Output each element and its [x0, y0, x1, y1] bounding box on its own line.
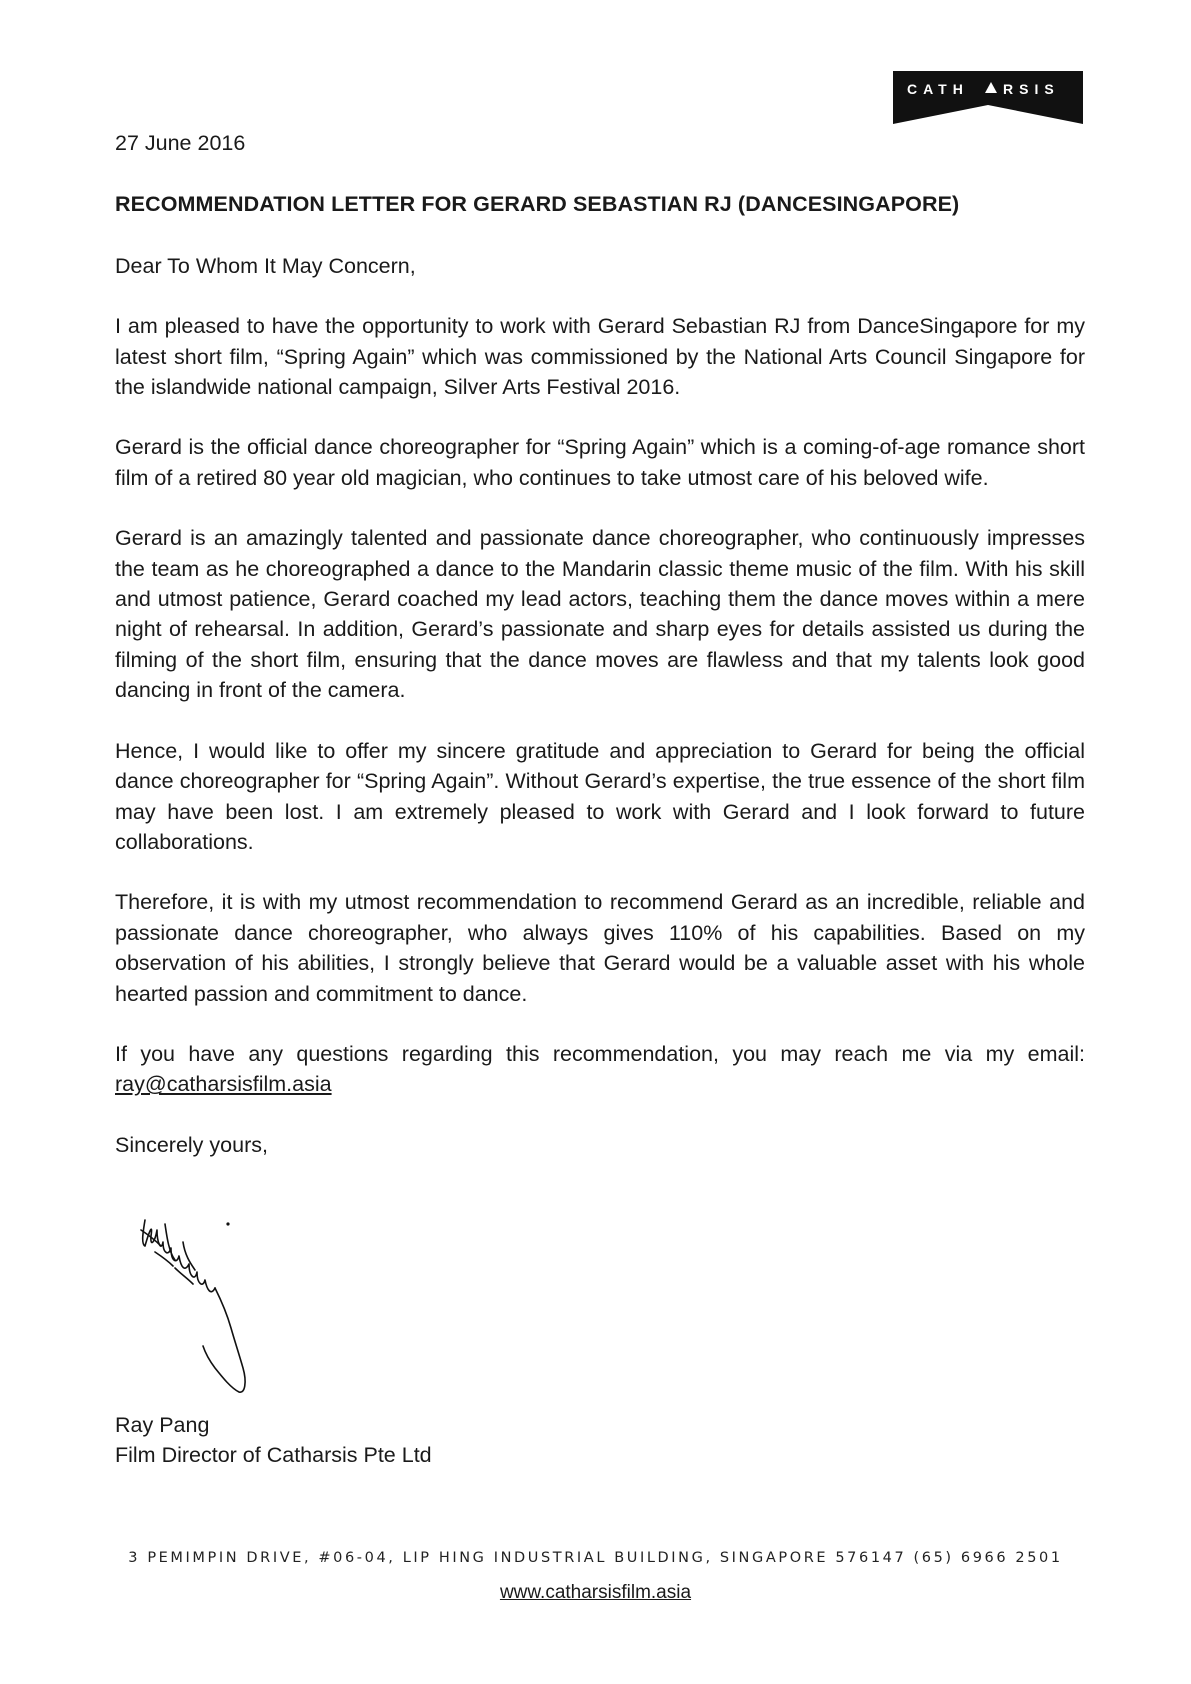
paragraph: Therefore, it is with my utmost recommendation to recommend Gerard as an incredible, reliable and passionate dance choreographer, who always gives 110% of his capabilities. Based on my observation of his abilities, I strongly believe that Gerard would be a valuable asset with his whole hearted passion and commitment to dance. — [115, 890, 1085, 1006]
logo-text-left: CATH — [907, 81, 969, 97]
handwritten-signature — [135, 1212, 275, 1402]
signer-block — [115, 1410, 432, 1471]
letter-date: 27 June 2016 — [115, 131, 246, 155]
email-link[interactable]: ray@catharsisfilm.asia — [115, 1072, 332, 1097]
contact-paragraph — [115, 1039, 1085, 1100]
logo-banner — [893, 71, 1083, 124]
salutation: Dear To Whom It May Concern, — [115, 253, 416, 278]
paragraph: Gerard is an amazingly talented and passionate dance choreographer, who continuously impresses the team as he choreographed a dance to the Mandarin classic theme music of the film. With his skill and utmost patience, Gerard coached my lead actors, teaching them the dance moves within a mere night of rehearsal. In addition, Gerard’s passionate and sharp eyes for details assisted us during the filming of the short film, ensuring that the dance moves are flawless and that my talents look good dancing in front of the camera. — [115, 526, 1085, 703]
footer-address: 3 PEMIMPIN DRIVE, #06-04, LIP HING INDUSTRIAL BUILDING, SINGAPORE 576147 (65) 6966 2501 — [128, 1550, 1063, 1566]
paragraph: I am pleased to have the opportunity to work with Gerard Sebastian RJ from DanceSingapore for my latest short film, “Spring Again” which was commissioned by the National Arts Council Singapore for the islandwide national campaign, Silver Arts Festival 2016. — [115, 314, 1085, 400]
catharsis-logo — [893, 71, 1083, 124]
website-link[interactable]: www.catharsisfilm.asia — [499, 1582, 692, 1603]
paragraph: Hence, I would like to offer my sincere gratitude and appreciation to Gerard for being the official dance choreographer for “Spring Again”. Without Gerard’s expertise, the true essence of the short film may have been lost. I am extremely pleased to work with Gerard and I look forward to future collaborations. — [115, 738, 1085, 854]
signer-title: Film Director of Catharsis Pte Ltd — [115, 1443, 432, 1468]
signer-name: Ray Pang — [115, 1413, 210, 1437]
logo-text-right: RSIS — [1003, 81, 1060, 97]
contact-text: If you have any questions regarding this recommendation, you may reach me via my email: — [115, 1041, 1085, 1066]
letter-body — [115, 128, 1085, 1160]
letter-heading: RECOMMENDATION LETTER FOR GERARD SEBASTIAN RJ (DANCESINGAPORE) — [115, 192, 960, 217]
closing: Sincerely yours, — [115, 1132, 268, 1157]
paragraph: Gerard is the official dance choreographer for “Spring Again” which is a coming-of-age romance short film of a retired 80 year old magician, who continues to take utmost care of his beloved wife. — [115, 435, 1085, 490]
